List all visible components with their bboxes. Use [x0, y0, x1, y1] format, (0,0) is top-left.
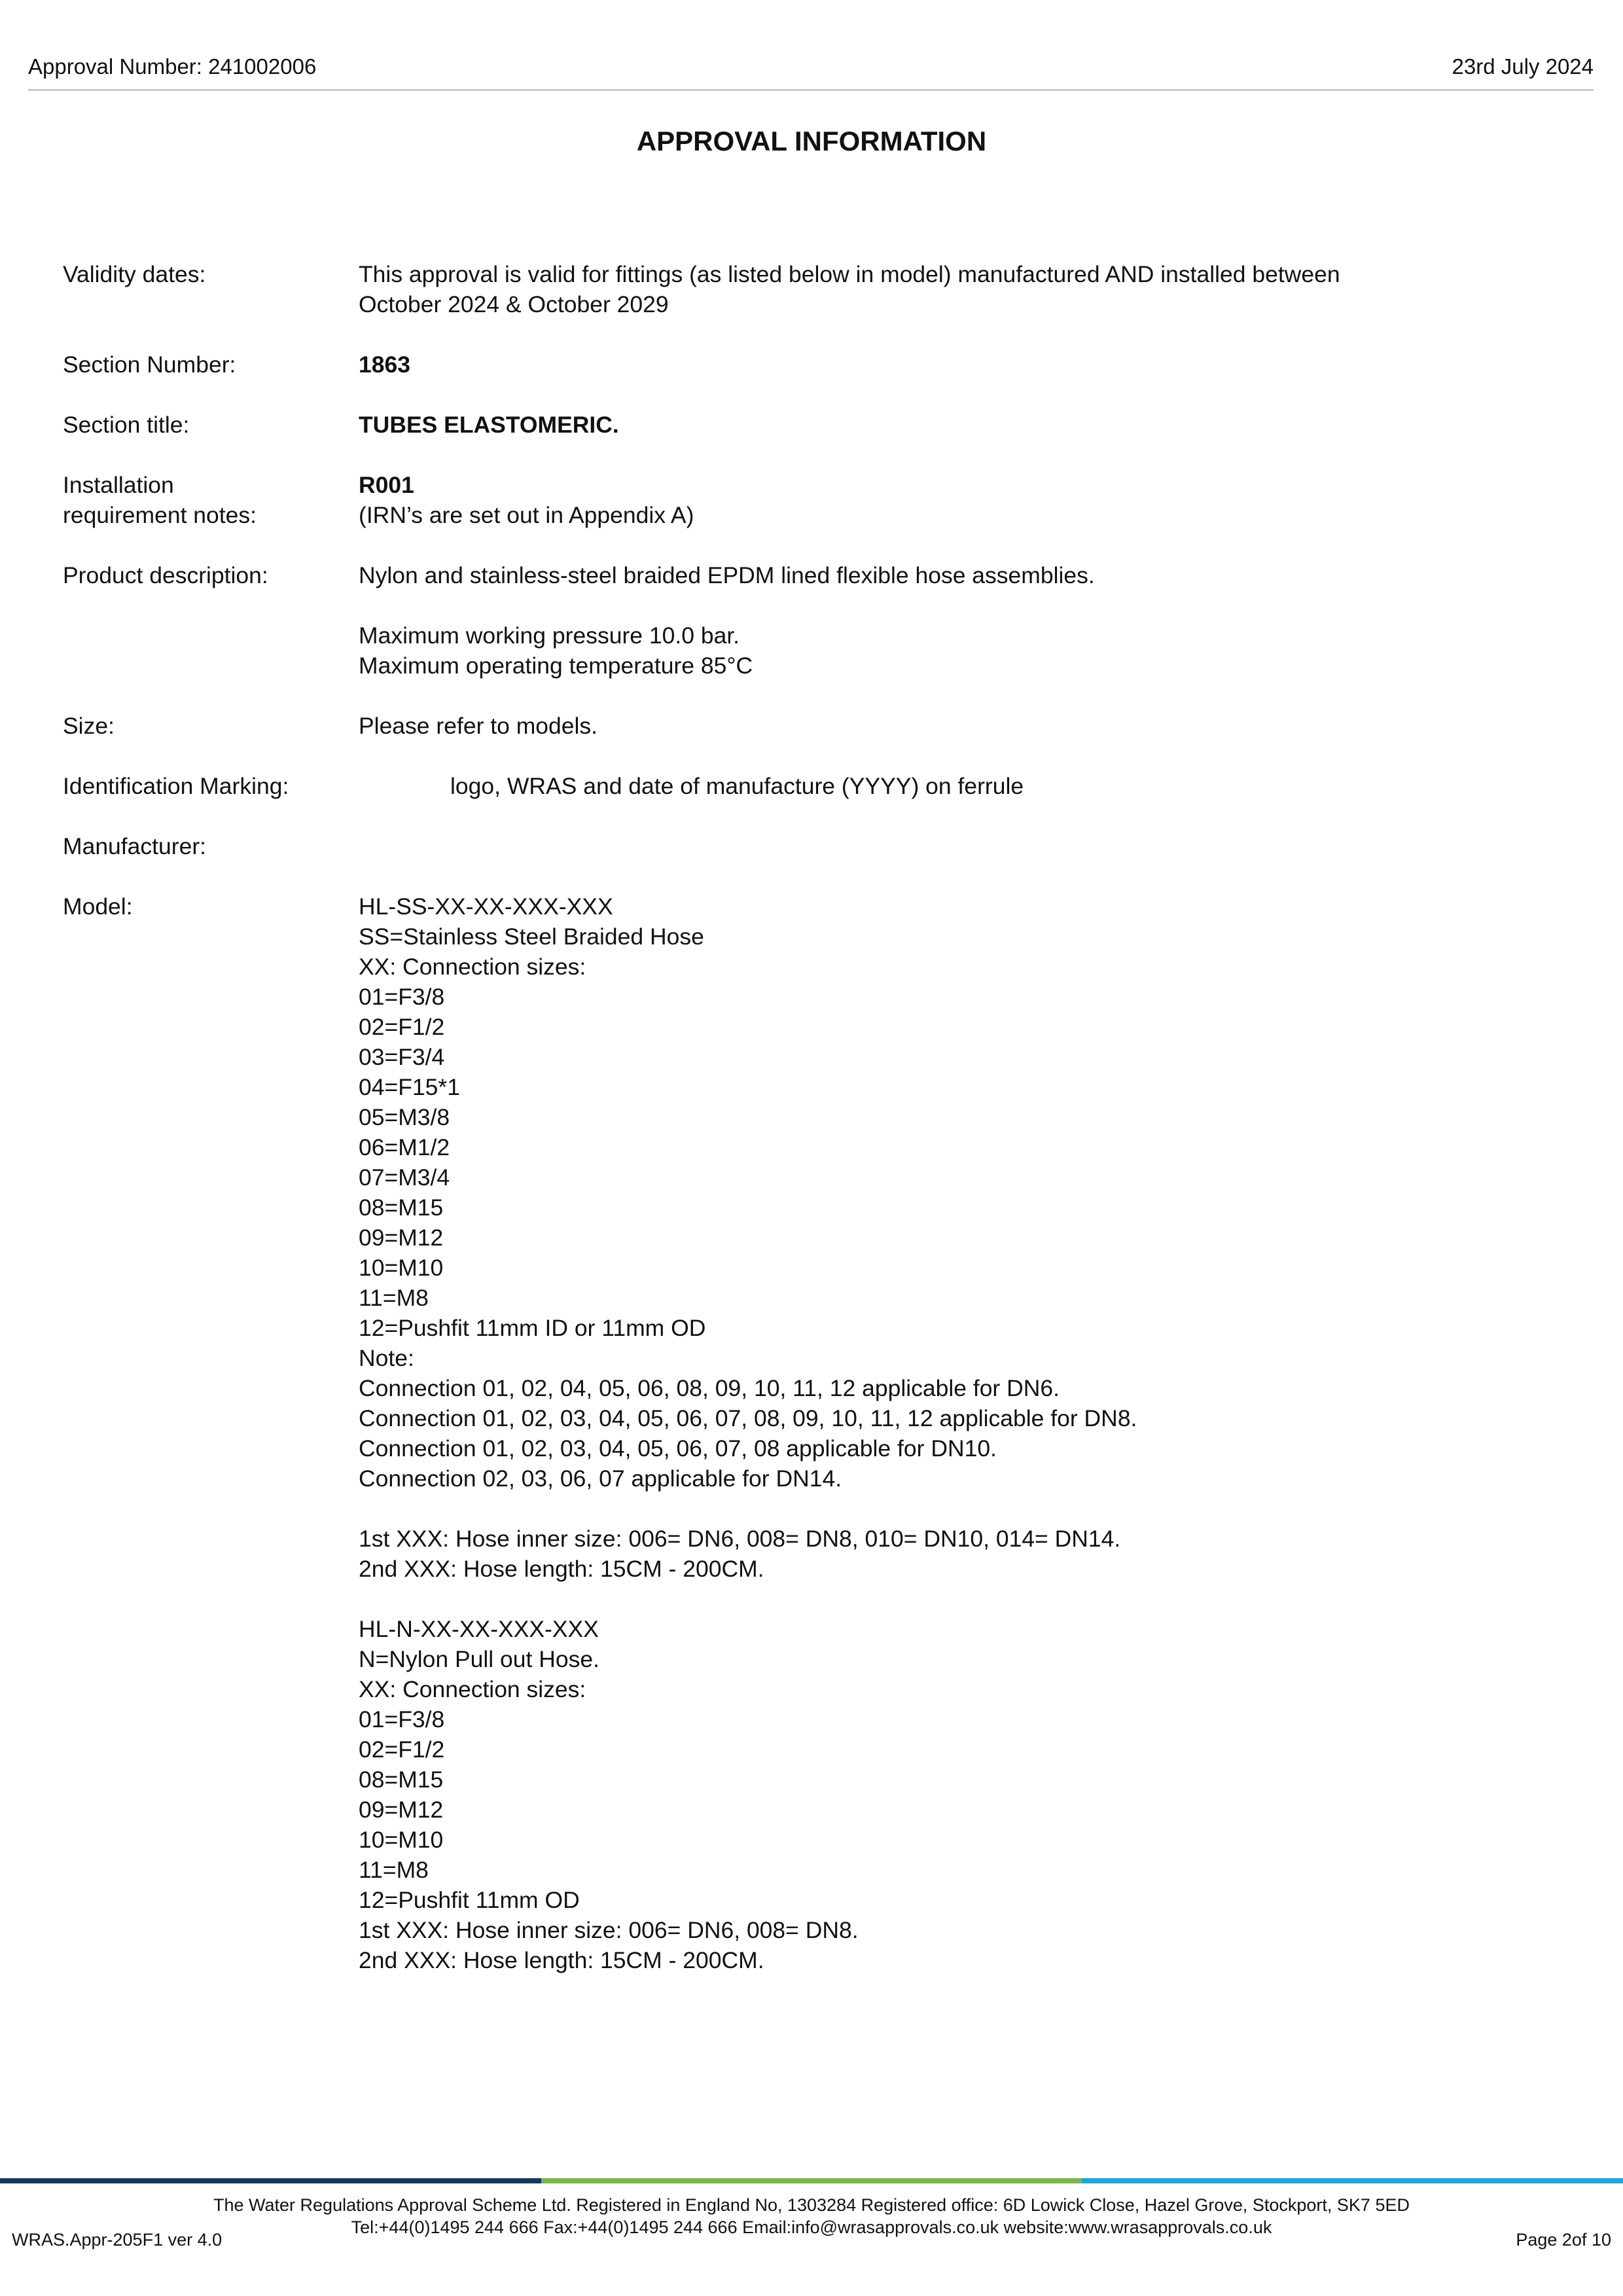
- model-line-nylon: 1st XXX: Hose inner size: 006= DN6, 008= DN8.: [359, 1917, 859, 1943]
- installation-label: [63, 470, 359, 530]
- model-line-ss: Connection 01, 02, 03, 04, 05, 06, 07, 08 applicable for DN10.: [359, 1435, 997, 1462]
- model-line-nylon: 02=F1/2: [359, 1736, 445, 1763]
- model-line-ss: 11=M8: [359, 1285, 429, 1311]
- model-line-ss: 04=F15*1: [359, 1074, 460, 1100]
- model-line-ss: 10=M10: [359, 1255, 444, 1281]
- footer-contact-line: Tel:+44(0)1495 244 666 Fax:+44(0)1495 244 666 Email:info@wrasapprovals.co.uk website:www.wrasapprovals.co.uk: [351, 2217, 1272, 2237]
- identification-value: [359, 771, 1588, 801]
- model-line-ss: SS=Stainless Steel Braided Hose: [359, 924, 704, 950]
- installation-row: [63, 470, 1588, 530]
- identification-line: [359, 771, 1588, 801]
- footer-color-bar: [0, 2178, 1623, 2183]
- model-block-ss: [359, 891, 1588, 1494]
- footer-company-info: [0, 2194, 1623, 2238]
- section-number-label: Section Number:: [63, 351, 236, 378]
- model-line-nylon: 2nd XXX: Hose length: 15CM - 200CM.: [359, 1947, 764, 1973]
- model-line-nylon: 09=M12: [359, 1797, 444, 1823]
- validity-line-2: October 2024 & October 2029: [359, 291, 669, 317]
- product-description-line-3: Maximum operating temperature 85°C: [359, 653, 753, 679]
- page-title: APPROVAL INFORMATION: [636, 126, 987, 156]
- approval-number: Approval Number: 241002006: [28, 54, 317, 79]
- model-line-ss: 02=F1/2: [359, 1014, 445, 1040]
- page-number: Page 2of 10: [1516, 2230, 1611, 2250]
- product-description-line-2: Maximum working pressure 10.0 bar.: [359, 622, 740, 649]
- section-number-row: [63, 350, 1588, 380]
- model-line-ss: 06=M1/2: [359, 1134, 450, 1160]
- manufacturer-label: Manufacturer:: [63, 833, 207, 859]
- page-header: [28, 51, 1594, 88]
- header-date: 23rd July 2024: [1452, 54, 1594, 79]
- model-line-ss-xxx: 1st XXX: Hose inner size: 006= DN6, 008= DN8, 010= DN10, 014= DN14.: [359, 1526, 1121, 1552]
- identification-row: [63, 771, 1588, 801]
- model-line-ss: 08=M15: [359, 1194, 444, 1221]
- size-row: [63, 711, 1588, 741]
- installation-label-line-2: requirement notes:: [63, 502, 257, 528]
- footer-bar-segment-blue: [1082, 2178, 1623, 2183]
- model-line-nylon: 10=M10: [359, 1827, 444, 1853]
- model-line-nylon: HL-N-XX-XX-XXX-XXX: [359, 1616, 599, 1642]
- footer-bar-segment-navy: [0, 2178, 541, 2183]
- model-line-ss: 09=M12: [359, 1225, 444, 1251]
- validity-label: Validity dates:: [63, 261, 206, 287]
- redacted-logo-name: [359, 773, 450, 799]
- footer-bar-segment-green: [541, 2178, 1082, 2183]
- model-line-ss: Connection 01, 02, 04, 05, 06, 08, 09, 10, 11, 12 applicable for DN6.: [359, 1375, 1060, 1401]
- model-line-ss: Note:: [359, 1345, 414, 1371]
- identification-text: logo, WRAS and date of manufacture (YYYY) on ferrule: [450, 773, 1024, 799]
- footer-registration-line: The Water Regulations Approval Scheme Ltd. Registered in England No, 1303284 Registered office: 6D Lowick Close, Hazel Grove, Stockport, SK7 5ED: [213, 2195, 1410, 2215]
- identification-label: Identification Marking:: [63, 773, 289, 799]
- model-line-ss: HL-SS-XX-XX-XXX-XXX: [359, 893, 613, 920]
- section-title-row: [63, 410, 1588, 440]
- model-block-ss-xxx: [359, 1524, 1588, 1584]
- installation-note: (IRN’s are set out in Appendix A): [359, 502, 694, 528]
- model-line-ss: Connection 02, 03, 06, 07 applicable for DN14.: [359, 1465, 842, 1492]
- manufacturer-value: [359, 831, 1588, 861]
- validity-value: [359, 259, 1588, 319]
- model-line-ss: 01=F3/8: [359, 984, 445, 1010]
- model-line-nylon: 08=M15: [359, 1767, 444, 1793]
- model-line-ss: 12=Pushfit 11mm ID or 11mm OD: [359, 1315, 706, 1341]
- product-description-row: [63, 560, 1588, 681]
- model-label: Model:: [63, 893, 133, 920]
- installation-value: [359, 470, 1588, 530]
- form-reference: WRAS.Appr-205F1 ver 4.0: [12, 2230, 223, 2250]
- section-number-value: 1863: [359, 351, 410, 378]
- validity-line-1: This approval is valid for fittings (as listed below in model) manufactured AND installed between: [359, 261, 1340, 287]
- model-line-ss: Connection 01, 02, 03, 04, 05, 06, 07, 08, 09, 10, 11, 12 applicable for DN8.: [359, 1405, 1137, 1431]
- model-line-ss: 03=F3/4: [359, 1044, 445, 1070]
- model-line-nylon: 11=M8: [359, 1857, 429, 1883]
- size-value: Please refer to models.: [359, 713, 598, 739]
- model-line-nylon: 01=F3/8: [359, 1706, 445, 1732]
- model-block-nylon: [359, 1614, 1588, 1975]
- model-value: [359, 891, 1588, 1975]
- header-divider: [28, 89, 1594, 91]
- installation-code: R001: [359, 472, 414, 498]
- model-line-nylon: XX: Connection sizes:: [359, 1676, 586, 1702]
- model-line-ss-xxx: 2nd XXX: Hose length: 15CM - 200CM.: [359, 1556, 764, 1582]
- product-description-value: [359, 560, 1588, 681]
- size-label: Size:: [63, 713, 115, 739]
- manufacturer-row: [63, 831, 1588, 861]
- product-description-label: Product description:: [63, 562, 268, 588]
- product-description-line-1: Nylon and stainless-steel braided EPDM lined flexible hose assemblies.: [359, 562, 1095, 588]
- section-title-value: TUBES ELASTOMERIC.: [359, 412, 619, 438]
- model-line-nylon: 12=Pushfit 11mm OD: [359, 1887, 580, 1913]
- model-line-ss: 07=M3/4: [359, 1164, 450, 1191]
- model-line-ss: XX: Connection sizes:: [359, 954, 586, 980]
- validity-row: [63, 259, 1588, 319]
- model-line-ss: 05=M3/8: [359, 1104, 450, 1130]
- model-line-nylon: N=Nylon Pull out Hose.: [359, 1646, 600, 1672]
- model-row: [63, 891, 1588, 1975]
- installation-label-line-1: Installation: [63, 472, 174, 498]
- approval-details: [63, 259, 1588, 1975]
- section-title-label: Section title:: [63, 412, 190, 438]
